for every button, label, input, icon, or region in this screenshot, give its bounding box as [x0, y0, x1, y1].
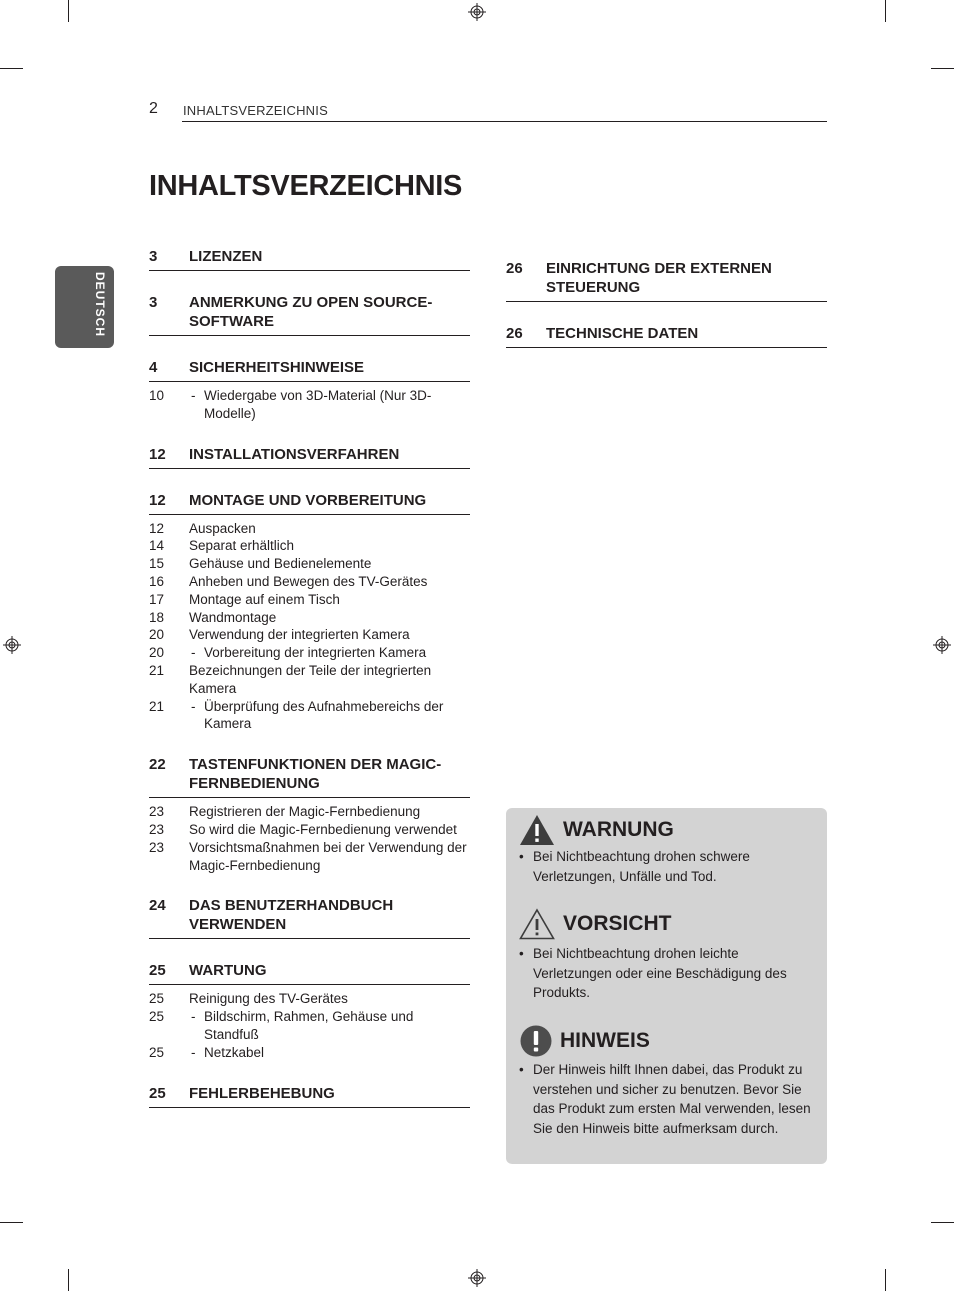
toc-subitem-text: Registrieren der Magic-Fernbedienung — [189, 804, 421, 820]
toc-section-title: EINRICHTUNG DER EXTERNEN STEUERUNG — [546, 260, 772, 296]
registration-mark-icon — [933, 636, 951, 654]
toc-section-row — [149, 1084, 470, 1103]
toc-subitem — [149, 644, 470, 662]
toc-subitems — [149, 798, 470, 874]
toc-subitem-text: Vorsichtsmaßnahmen bei der Verwendung der Magic-Fernbedienung — [189, 839, 467, 873]
note-label: HINWEIS — [560, 1029, 650, 1052]
page-number: 2 — [149, 100, 158, 117]
toc-subitem-page: 10 — [149, 388, 165, 403]
toc-section-page: 3 — [149, 294, 158, 311]
bullet: • — [519, 1062, 524, 1077]
toc-subitem-text: Auspacken — [189, 520, 256, 536]
toc-subitem-page: 21 — [149, 698, 165, 714]
toc-subitem-text: Wiedergabe von 3D-Material (Nur 3D-Modelle) — [204, 388, 432, 421]
caution-label: VORSICHT — [563, 912, 672, 935]
crop-mark — [0, 68, 23, 69]
toc-gap — [149, 1108, 470, 1130]
toc-subitem-page: 14 — [149, 538, 165, 554]
toc-section-heading — [506, 259, 827, 302]
toc-section-row — [506, 259, 827, 297]
toc-section-page: 26 — [506, 260, 523, 277]
toc-section-title: FEHLERBEHEBUNG — [189, 1084, 335, 1102]
toc-gap — [149, 271, 470, 293]
toc-section-row — [149, 445, 470, 464]
toc-section-heading — [149, 896, 470, 939]
toc-subitem-text: Überprüfung des Aufnahmebereichs der Kamera — [204, 698, 444, 732]
registration-mark-icon — [468, 1269, 486, 1287]
language-tab — [55, 266, 114, 348]
warning-header — [519, 814, 674, 846]
toc-section-row — [149, 491, 470, 510]
toc-subitem-page: 16 — [149, 573, 165, 589]
toc-section-title: INSTALLATIONSVERFAHREN — [189, 445, 400, 463]
toc-subitem-text: Separat erhältlich — [189, 538, 295, 554]
bullet: • — [519, 946, 524, 961]
toc-subitem-text: Gehäuse und Bedienelemente — [189, 556, 372, 572]
toc-subitem-page: 23 — [149, 839, 165, 855]
toc-subitem — [149, 1044, 470, 1062]
toc-section-title: DAS BENUTZERHANDBUCH VERWENDEN — [189, 897, 394, 934]
toc-subitem-page: 17 — [149, 591, 165, 607]
toc-section-heading — [149, 755, 470, 798]
toc-subitem-page: 20 — [149, 627, 165, 643]
toc-section-title: LIZENZEN — [189, 248, 263, 265]
toc-gap — [149, 874, 470, 896]
toc-gap — [149, 1062, 470, 1084]
toc-section-heading — [149, 358, 470, 382]
warning-text-item — [519, 847, 815, 886]
toc-subitem-text: Wandmontage — [189, 609, 277, 625]
toc-section — [149, 896, 470, 939]
toc-section-row — [149, 247, 470, 266]
toc-subitem-page: 21 — [149, 662, 165, 678]
toc-section-title: SICHERHEITSHINWEISE — [189, 359, 365, 376]
toc-section — [506, 259, 827, 302]
toc-subitems — [149, 985, 470, 1061]
toc-section-title: ANMERKUNG ZU OPEN SOURCE-SOFTWARE — [189, 294, 433, 330]
warning-text: Bei Nichtbeachtung drohen schwere Verletzungen, Unfälle und Tod. — [533, 849, 750, 884]
toc-subitem-text: Reinigung des TV-Gerätes — [189, 991, 348, 1007]
toc-section — [149, 247, 470, 271]
toc-subitems — [149, 515, 470, 734]
toc-subitem — [149, 662, 470, 698]
toc-gap — [506, 348, 827, 370]
toc-section — [149, 961, 470, 1061]
toc-subitem — [149, 626, 470, 644]
toc-gap — [149, 423, 470, 445]
note-icon — [520, 1025, 552, 1057]
warning-icon — [519, 814, 555, 846]
note-header — [520, 1025, 650, 1057]
toc-section-title: TASTENFUNKTIONEN DER MAGIC-FERNBEDIENUNG — [189, 756, 442, 793]
toc-section-heading — [149, 1084, 470, 1108]
toc-subitem-text: So wird die Magic-Fernbedienung verwendet — [189, 821, 457, 837]
toc-gap — [149, 336, 470, 358]
toc-subitem — [149, 698, 470, 734]
toc-section-page: 3 — [149, 248, 158, 265]
crop-mark — [931, 68, 954, 69]
toc-left-column — [149, 247, 470, 1130]
toc-subitem-page: 23 — [149, 821, 165, 837]
running-title: INHALTSVERZEICHNIS — [183, 103, 328, 118]
registration-mark-icon — [3, 636, 21, 654]
toc-subitem-page: 20 — [149, 645, 165, 661]
toc-subitem-dash: - — [191, 1044, 196, 1060]
toc-section — [149, 358, 470, 423]
toc-section-row — [149, 358, 470, 377]
crop-mark — [885, 1269, 886, 1291]
header-rule — [182, 121, 827, 122]
caution-text-item — [519, 944, 815, 1003]
toc-subitem-page: 25 — [149, 1009, 165, 1025]
toc-gap — [149, 469, 470, 491]
caution-icon — [519, 908, 555, 940]
toc-subitem-page: 15 — [149, 556, 165, 572]
toc-section-heading — [149, 961, 470, 985]
toc-subitems — [149, 382, 470, 423]
crop-mark — [68, 1269, 69, 1291]
toc-section-heading — [149, 445, 470, 469]
toc-subitem — [149, 591, 470, 609]
toc-section-page: 22 — [149, 756, 166, 774]
toc-section-page: 24 — [149, 897, 166, 915]
toc-section-page: 25 — [149, 962, 166, 980]
toc-section-heading — [149, 293, 470, 336]
page-title: INHALTSVERZEICHNIS — [149, 170, 463, 202]
note-text-item — [519, 1060, 815, 1138]
caution-header — [519, 908, 672, 940]
toc-subitem-text: Verwendung der integrierten Kamera — [189, 627, 410, 643]
toc-right-column — [506, 259, 827, 370]
toc-subitem-text: Vorbereitung der integrierten Kamera — [204, 645, 427, 661]
note-text: Der Hinweis hilft Ihnen dabei, das Produkt zu verstehen und sicher zu benutzen. Bevor Sie das Produkt zum ersten Mal verwenden, lesen Sie den Hinweis bitte aufmerksam durch. — [533, 1062, 811, 1136]
toc-section-title: TECHNISCHE DATEN — [546, 325, 699, 342]
toc-section-row — [149, 961, 470, 980]
toc-subitem-page: 23 — [149, 804, 165, 820]
toc-section — [149, 445, 470, 469]
toc-subitem-page: 12 — [149, 520, 165, 536]
warning-label: WARNUNG — [563, 818, 674, 841]
toc-subitem — [149, 520, 470, 538]
toc-subitem-text: Netzkabel — [204, 1044, 265, 1060]
toc-subitem — [149, 803, 470, 821]
toc-section — [149, 491, 470, 734]
toc-section-page: 26 — [506, 325, 523, 342]
registration-mark-icon — [468, 3, 486, 21]
toc-subitem — [149, 555, 470, 573]
caution-text: Bei Nichtbeachtung drohen leichte Verletzungen oder eine Beschädigung des Produkts. — [533, 946, 787, 1000]
toc-gap — [149, 939, 470, 961]
toc-subitem-dash: - — [191, 645, 196, 661]
toc-subitem-dash: - — [191, 388, 196, 403]
toc-section-row — [149, 755, 470, 793]
toc-gap — [506, 302, 827, 324]
toc-section — [506, 324, 827, 348]
toc-subitem — [149, 609, 470, 627]
toc-section — [149, 293, 470, 336]
toc-section-row — [506, 324, 827, 343]
language-tab-label: DEUTSCH — [93, 272, 107, 338]
crop-mark — [0, 1222, 23, 1223]
toc-section-page: 25 — [149, 1084, 166, 1102]
toc-section-title: MONTAGE UND VORBEREITUNG — [189, 491, 427, 509]
toc-subitem — [149, 1008, 470, 1044]
toc-subitem-page: 25 — [149, 991, 165, 1007]
toc-subitem — [149, 839, 470, 875]
toc-subitem-text: Bildschirm, Rahmen, Gehäuse und Standfuß — [204, 1009, 414, 1042]
toc-section-row — [149, 896, 470, 934]
toc-subitem — [149, 990, 470, 1008]
crop-mark — [885, 0, 886, 22]
crop-mark — [931, 1222, 954, 1223]
toc-subitem-dash: - — [191, 698, 196, 714]
bullet: • — [519, 849, 524, 864]
toc-section-heading — [506, 324, 827, 348]
toc-section-heading — [149, 491, 470, 515]
toc-subitem — [149, 387, 470, 423]
toc-subitem-page: 25 — [149, 1044, 165, 1060]
toc-subitem-dash: - — [191, 1009, 196, 1025]
toc-subitem — [149, 573, 470, 591]
toc-section — [149, 1084, 470, 1108]
toc-section-page: 12 — [149, 491, 166, 509]
toc-subitem-page: 18 — [149, 609, 165, 625]
toc-section-heading — [149, 247, 470, 271]
toc-section-page: 4 — [149, 359, 158, 376]
toc-subitem — [149, 821, 470, 839]
toc-subitem-text: Bezeichnungen der Teile der integrierten Kamera — [189, 662, 432, 696]
toc-subitem-text: Montage auf einem Tisch — [189, 591, 340, 607]
toc-section-page: 12 — [149, 445, 166, 463]
toc-gap — [149, 733, 470, 755]
notice-box — [506, 808, 827, 1164]
toc-section-row — [149, 293, 470, 331]
toc-subitem — [149, 537, 470, 555]
toc-section-title: WARTUNG — [189, 962, 267, 980]
crop-mark — [68, 0, 69, 22]
toc-subitem-text: Anheben und Bewegen des TV-Gerätes — [189, 573, 428, 589]
toc-section — [149, 755, 470, 874]
